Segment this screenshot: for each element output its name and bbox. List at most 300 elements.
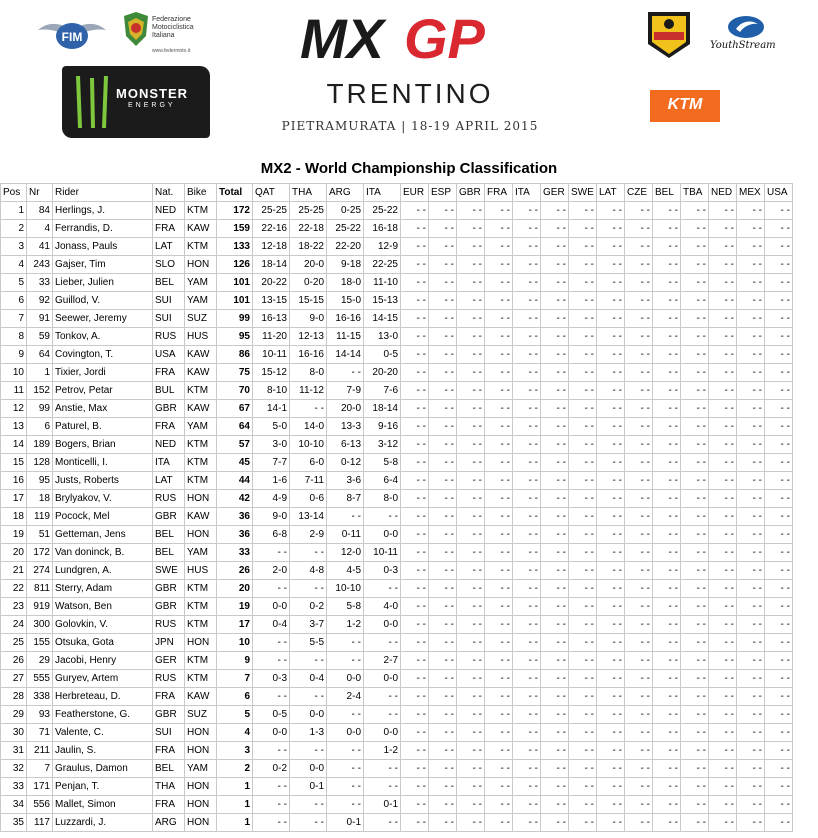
gp-result-cell: - - <box>401 724 429 742</box>
total-points-cell: 64 <box>217 418 253 436</box>
total-points-cell: 1 <box>217 814 253 832</box>
gp-result-cell: - - <box>681 778 709 796</box>
gp-result-cell: 5-8 <box>364 454 401 472</box>
gp-result-cell: - - <box>625 490 653 508</box>
gp-result-cell: - - <box>485 652 513 670</box>
gp-result-cell: - - <box>681 796 709 814</box>
gp-result-cell: - - <box>597 310 625 328</box>
gp-result-cell: 9-18 <box>327 256 364 274</box>
gp-result-cell: - - <box>457 472 485 490</box>
gp-result-cell: - - <box>709 508 737 526</box>
gp-result-cell: 3-12 <box>364 436 401 454</box>
gp-result-cell: - - <box>765 544 793 562</box>
gp-result-cell: - - <box>681 706 709 724</box>
gp-result-cell: - - <box>401 328 429 346</box>
gp-result-cell: - - <box>401 256 429 274</box>
total-points-cell: 36 <box>217 526 253 544</box>
gp-result-cell: 0-3 <box>364 562 401 580</box>
rider-name-cell: Mallet, Simon <box>53 796 153 814</box>
gp-result-cell: - - <box>709 598 737 616</box>
gp-result-cell: - - <box>681 382 709 400</box>
gp-result-cell: - - <box>737 238 765 256</box>
bike-cell: KTM <box>185 238 217 256</box>
gp-result-cell: - - <box>653 634 681 652</box>
gp-result-cell: - - <box>253 796 290 814</box>
organizer-seal-logo <box>646 10 692 60</box>
gp-result-cell: 15-15 <box>290 292 327 310</box>
gp-result-cell: - - <box>401 778 429 796</box>
gp-result-cell: - - <box>597 706 625 724</box>
gp-result-cell: 0-0 <box>364 670 401 688</box>
fmi-name <box>152 16 194 40</box>
table-row <box>1 742 793 760</box>
gp-result-cell: 7-9 <box>327 382 364 400</box>
gp-result-cell: - - <box>625 256 653 274</box>
rider-name-cell: Brylyakov, V. <box>53 490 153 508</box>
gp-result-cell: 0-0 <box>290 760 327 778</box>
table-row <box>1 436 793 454</box>
column-header-bike: Bike <box>185 184 217 202</box>
gp-result-cell: 13-15 <box>253 292 290 310</box>
gp-result-cell: - - <box>625 598 653 616</box>
table-row <box>1 724 793 742</box>
gp-result-cell: - - <box>681 256 709 274</box>
gp-result-cell: 16-18 <box>364 220 401 238</box>
gp-result-cell: - - <box>541 670 569 688</box>
gp-result-cell: - - <box>765 292 793 310</box>
gp-result-cell: - - <box>765 562 793 580</box>
gp-result-cell: - - <box>681 814 709 832</box>
race-number-cell: 119 <box>27 508 53 526</box>
position-cell: 16 <box>1 472 27 490</box>
gp-result-cell: 0-11 <box>327 526 364 544</box>
gp-result-cell: - - <box>541 310 569 328</box>
gp-result-cell: - - <box>625 508 653 526</box>
gp-result-cell: - - <box>681 724 709 742</box>
fim-logo <box>36 14 108 54</box>
race-number-cell: 33 <box>27 274 53 292</box>
gp-result-cell: - - <box>457 778 485 796</box>
race-number-cell: 155 <box>27 634 53 652</box>
position-cell: 12 <box>1 400 27 418</box>
gp-result-cell: - - <box>327 706 364 724</box>
race-number-cell: 93 <box>27 706 53 724</box>
gp-result-cell: - - <box>569 472 597 490</box>
gp-result-cell: - - <box>485 418 513 436</box>
bike-cell: KAW <box>185 400 217 418</box>
position-cell: 25 <box>1 634 27 652</box>
gp-result-cell: - - <box>485 634 513 652</box>
position-cell: 2 <box>1 220 27 238</box>
table-row <box>1 688 793 706</box>
table-row <box>1 472 793 490</box>
gp-result-cell: - - <box>737 814 765 832</box>
gp-result-cell: - - <box>681 418 709 436</box>
gp-result-cell: - - <box>569 256 597 274</box>
gp-result-cell: - - <box>709 760 737 778</box>
gp-result-cell: - - <box>625 634 653 652</box>
gp-result-cell: - - <box>513 598 541 616</box>
gp-result-cell: - - <box>429 472 457 490</box>
gp-result-cell: - - <box>653 796 681 814</box>
gp-result-cell: - - <box>737 382 765 400</box>
gp-result-cell: - - <box>429 238 457 256</box>
gp-result-cell: - - <box>737 688 765 706</box>
total-points-cell: 36 <box>217 508 253 526</box>
gp-result-cell: - - <box>429 274 457 292</box>
gp-result-cell: - - <box>253 814 290 832</box>
gp-result-cell: - - <box>625 202 653 220</box>
gp-result-cell: - - <box>327 364 364 382</box>
gp-result-cell: - - <box>364 760 401 778</box>
gp-result-cell: - - <box>429 256 457 274</box>
gp-result-cell: - - <box>597 220 625 238</box>
gp-result-cell: - - <box>513 544 541 562</box>
gp-result-cell: - - <box>513 418 541 436</box>
gp-result-cell: - - <box>513 634 541 652</box>
bike-cell: HON <box>185 634 217 652</box>
gp-result-cell: - - <box>513 688 541 706</box>
gp-result-cell: - - <box>457 454 485 472</box>
nationality-cell: THA <box>153 778 185 796</box>
gp-result-cell: 18-14 <box>253 256 290 274</box>
gp-result-cell: - - <box>429 490 457 508</box>
gp-result-cell: - - <box>765 814 793 832</box>
gp-result-cell: - - <box>541 598 569 616</box>
gp-result-cell: - - <box>513 616 541 634</box>
column-header-gp: ARG <box>327 184 364 202</box>
gp-result-cell: - - <box>653 778 681 796</box>
gp-result-cell: 13-0 <box>364 328 401 346</box>
gp-result-cell: - - <box>765 490 793 508</box>
gp-result-cell: - - <box>513 706 541 724</box>
gp-result-cell: - - <box>737 418 765 436</box>
bike-cell: HUS <box>185 562 217 580</box>
total-points-cell: 172 <box>217 202 253 220</box>
gp-result-cell: - - <box>513 454 541 472</box>
gp-result-cell: - - <box>513 562 541 580</box>
gp-result-cell: 0-20 <box>290 274 327 292</box>
gp-result-cell: - - <box>709 616 737 634</box>
gp-result-cell: - - <box>290 652 327 670</box>
gp-result-cell: - - <box>653 472 681 490</box>
gp-result-cell: - - <box>737 616 765 634</box>
race-number-cell: 18 <box>27 490 53 508</box>
rider-name-cell: Lundgren, A. <box>53 562 153 580</box>
gp-result-cell: - - <box>681 346 709 364</box>
gp-result-cell: - - <box>513 202 541 220</box>
bike-cell: KTM <box>185 598 217 616</box>
gp-result-cell: - - <box>597 688 625 706</box>
gp-result-cell: 16-13 <box>253 310 290 328</box>
gp-result-cell: - - <box>681 238 709 256</box>
gp-result-cell: - - <box>737 220 765 238</box>
nationality-cell: SUI <box>153 292 185 310</box>
nationality-cell: FRA <box>153 688 185 706</box>
bike-cell: HON <box>185 724 217 742</box>
gp-result-cell: - - <box>401 436 429 454</box>
nationality-cell: NED <box>153 436 185 454</box>
gp-result-cell: - - <box>513 796 541 814</box>
gp-result-cell: - - <box>653 706 681 724</box>
total-points-cell: 75 <box>217 364 253 382</box>
gp-result-cell: - - <box>457 508 485 526</box>
gp-result-cell: - - <box>401 616 429 634</box>
gp-result-cell: - - <box>485 580 513 598</box>
gp-result-cell: - - <box>709 634 737 652</box>
gp-result-cell: - - <box>709 526 737 544</box>
nationality-cell: FRA <box>153 220 185 238</box>
gp-result-cell: 14-14 <box>327 346 364 364</box>
gp-result-cell: - - <box>401 346 429 364</box>
gp-result-cell: - - <box>541 544 569 562</box>
gp-result-cell: - - <box>765 724 793 742</box>
rider-name-cell: Tonkov, A. <box>53 328 153 346</box>
nationality-cell: GBR <box>153 400 185 418</box>
gp-result-cell: - - <box>401 742 429 760</box>
gp-result-cell: - - <box>327 508 364 526</box>
gp-result-cell: - - <box>709 562 737 580</box>
gp-result-cell: - - <box>401 238 429 256</box>
nationality-cell: RUS <box>153 670 185 688</box>
gp-result-cell: - - <box>541 796 569 814</box>
gp-result-cell: - - <box>597 346 625 364</box>
gp-result-cell: - - <box>513 274 541 292</box>
gp-result-cell: - - <box>457 580 485 598</box>
gp-result-cell: - - <box>653 346 681 364</box>
gp-result-cell: - - <box>653 238 681 256</box>
gp-result-cell: - - <box>709 382 737 400</box>
gp-result-cell: - - <box>681 616 709 634</box>
gp-result-cell: - - <box>485 688 513 706</box>
table-row <box>1 796 793 814</box>
column-header-gp: GBR <box>457 184 485 202</box>
race-number-cell: 189 <box>27 436 53 454</box>
gp-result-cell: - - <box>737 256 765 274</box>
gp-result-cell: - - <box>541 274 569 292</box>
gp-result-cell: - - <box>290 580 327 598</box>
gp-result-cell: - - <box>709 814 737 832</box>
gp-result-cell: - - <box>709 220 737 238</box>
bike-cell: HON <box>185 742 217 760</box>
gp-result-cell: - - <box>327 778 364 796</box>
gp-result-cell: 18-14 <box>364 400 401 418</box>
gp-result-cell: - - <box>541 616 569 634</box>
monster-subtext: ENERGY <box>128 102 176 109</box>
gp-result-cell: - - <box>569 562 597 580</box>
gp-result-cell: 0-1 <box>364 796 401 814</box>
gp-result-cell: 6-4 <box>364 472 401 490</box>
nationality-cell: USA <box>153 346 185 364</box>
gp-result-cell: 0-0 <box>327 670 364 688</box>
gp-result-cell: - - <box>597 400 625 418</box>
bike-cell: HON <box>185 796 217 814</box>
fmi-emblem <box>122 12 150 48</box>
total-points-cell: 1 <box>217 778 253 796</box>
nationality-cell: SUI <box>153 310 185 328</box>
bike-cell: KTM <box>185 454 217 472</box>
gp-result-cell: 4-0 <box>364 598 401 616</box>
gp-result-cell: 25-25 <box>253 202 290 220</box>
bike-cell: KTM <box>185 652 217 670</box>
gp-result-cell: - - <box>681 508 709 526</box>
bike-cell: KTM <box>185 472 217 490</box>
bike-cell: KTM <box>185 670 217 688</box>
gp-result-cell: 9-16 <box>364 418 401 436</box>
gp-result-cell: - - <box>485 202 513 220</box>
gp-result-cell: - - <box>709 652 737 670</box>
gp-result-cell: 0-0 <box>364 526 401 544</box>
rider-name-cell: Valente, C. <box>53 724 153 742</box>
gp-result-cell: - - <box>709 472 737 490</box>
gp-result-cell: - - <box>709 580 737 598</box>
gp-result-cell: 2-4 <box>327 688 364 706</box>
gp-result-cell: 12-13 <box>290 328 327 346</box>
gp-result-cell: - - <box>709 688 737 706</box>
gp-result-cell: - - <box>429 562 457 580</box>
column-header-total: Total <box>217 184 253 202</box>
position-cell: 17 <box>1 490 27 508</box>
gp-result-cell: - - <box>737 742 765 760</box>
bike-cell: SUZ <box>185 706 217 724</box>
gp-result-cell: - - <box>364 580 401 598</box>
youthstream-logo <box>708 14 784 58</box>
gp-result-cell: - - <box>737 310 765 328</box>
gp-result-cell: - - <box>401 580 429 598</box>
gp-result-cell: 13-3 <box>327 418 364 436</box>
gp-result-cell: - - <box>653 562 681 580</box>
gp-result-cell: - - <box>429 364 457 382</box>
column-header-nat: Nat. <box>153 184 185 202</box>
nationality-cell: JPN <box>153 634 185 652</box>
gp-result-cell: - - <box>429 346 457 364</box>
table-row <box>1 454 793 472</box>
gp-result-cell: - - <box>457 490 485 508</box>
gp-result-cell: - - <box>541 688 569 706</box>
gp-result-cell: - - <box>429 544 457 562</box>
gp-result-cell: 0-25 <box>327 202 364 220</box>
gp-result-cell: - - <box>737 580 765 598</box>
gp-result-cell: 9-0 <box>253 508 290 526</box>
gp-result-cell: - - <box>709 364 737 382</box>
youthstream-swirl-icon <box>726 14 766 40</box>
gp-result-cell: 3-0 <box>253 436 290 454</box>
rider-name-cell: Jacobi, Henry <box>53 652 153 670</box>
total-points-cell: 2 <box>217 760 253 778</box>
gp-result-cell: - - <box>429 616 457 634</box>
rider-name-cell: Golovkin, V. <box>53 616 153 634</box>
gp-result-cell: - - <box>485 292 513 310</box>
gp-result-cell: - - <box>429 652 457 670</box>
gp-result-cell: - - <box>429 796 457 814</box>
gp-result-cell: - - <box>290 688 327 706</box>
gp-result-cell: - - <box>541 364 569 382</box>
gp-result-cell: - - <box>541 526 569 544</box>
fmi-url: www.federmoto.it <box>152 48 191 54</box>
column-header-gp: GER <box>541 184 569 202</box>
table-row <box>1 598 793 616</box>
gp-result-cell: - - <box>569 238 597 256</box>
gp-result-cell: - - <box>765 616 793 634</box>
gp-result-cell: - - <box>681 472 709 490</box>
position-cell: 8 <box>1 328 27 346</box>
gp-result-cell: - - <box>569 796 597 814</box>
gp-result-cell: - - <box>765 220 793 238</box>
position-cell: 33 <box>1 778 27 796</box>
gp-result-cell: - - <box>457 742 485 760</box>
nationality-cell: SWE <box>153 562 185 580</box>
gp-result-cell: - - <box>485 562 513 580</box>
gp-result-cell: - - <box>364 706 401 724</box>
position-cell: 26 <box>1 652 27 670</box>
gp-result-cell: - - <box>737 526 765 544</box>
gp-result-cell: - - <box>327 634 364 652</box>
gp-result-cell: - - <box>681 634 709 652</box>
gp-result-cell: - - <box>653 220 681 238</box>
gp-result-cell: - - <box>457 310 485 328</box>
total-points-cell: 26 <box>217 562 253 580</box>
table-row <box>1 706 793 724</box>
gp-result-cell: - - <box>569 742 597 760</box>
gp-result-cell: - - <box>625 328 653 346</box>
gp-result-cell: - - <box>429 670 457 688</box>
gp-result-cell: - - <box>485 778 513 796</box>
gp-result-cell: - - <box>765 400 793 418</box>
race-number-cell: 7 <box>27 760 53 778</box>
gp-result-cell: - - <box>457 364 485 382</box>
gp-result-cell: - - <box>597 328 625 346</box>
gp-result-cell: 15-13 <box>364 292 401 310</box>
monster-text: MONSTER <box>116 86 188 101</box>
gp-result-cell: - - <box>429 526 457 544</box>
gp-result-cell: - - <box>485 238 513 256</box>
gp-result-cell: - - <box>569 418 597 436</box>
gp-result-cell: - - <box>681 310 709 328</box>
gp-result-cell: 6-0 <box>290 454 327 472</box>
bike-cell: KAW <box>185 364 217 382</box>
gp-result-cell: - - <box>653 742 681 760</box>
gp-result-cell: - - <box>327 652 364 670</box>
gp-result-cell: 0-4 <box>253 616 290 634</box>
gp-result-cell: - - <box>765 346 793 364</box>
gp-result-cell: - - <box>625 688 653 706</box>
table-row <box>1 400 793 418</box>
gp-result-cell: - - <box>625 814 653 832</box>
gp-result-cell: - - <box>765 238 793 256</box>
position-cell: 7 <box>1 310 27 328</box>
gp-result-cell: - - <box>737 544 765 562</box>
gp-result-cell: - - <box>653 760 681 778</box>
position-cell: 20 <box>1 544 27 562</box>
gp-result-cell: - - <box>513 526 541 544</box>
gp-result-cell: - - <box>485 544 513 562</box>
gp-result-cell: - - <box>401 670 429 688</box>
gp-result-cell: - - <box>485 706 513 724</box>
gp-result-cell: - - <box>709 796 737 814</box>
gp-result-cell: - - <box>653 490 681 508</box>
gp-result-cell: - - <box>765 382 793 400</box>
race-number-cell: 99 <box>27 400 53 418</box>
gp-result-cell: - - <box>737 472 765 490</box>
gp-result-cell: - - <box>681 220 709 238</box>
gp-result-cell: 0-2 <box>290 598 327 616</box>
bike-cell: YAM <box>185 292 217 310</box>
gp-result-cell: - - <box>709 436 737 454</box>
gp-result-cell: - - <box>681 454 709 472</box>
gp-result-cell: - - <box>513 328 541 346</box>
gp-result-cell: 0-0 <box>253 724 290 742</box>
rider-name-cell: Guryev, Artem <box>53 670 153 688</box>
